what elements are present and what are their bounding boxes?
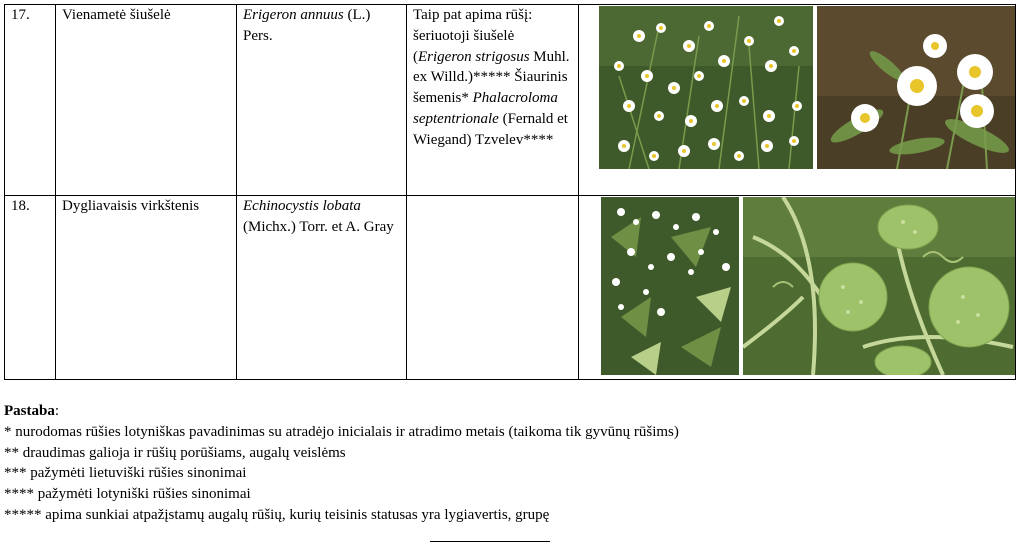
notes-colon: : bbox=[54, 403, 60, 419]
note-line: **** pažymėti lotyniški rūšies sinonimai bbox=[4, 486, 251, 503]
note-line: ***** apima sunkiai atpažįstamų augalų rūšių, kurių teisinis statusas yra lygiavertis, grupę bbox=[4, 506, 550, 523]
notes-section bbox=[4, 401, 1004, 526]
fleabane-cluster-photo bbox=[599, 6, 813, 169]
note-line: *** pažymėti lietuviški rūšies sinonimai bbox=[4, 465, 247, 482]
species-note bbox=[407, 5, 579, 196]
note-line: * nurodomas rūšies lotyniškas pavadinimas su atradėjo inicialais ir atradimo metais (taikoma tik gyvūnų rūšims) bbox=[4, 423, 679, 440]
note-text: Taip pat apima rūšį: šeriuotoji šiušelė (Erigeron strigosus Muhl. ex Willd.)***** Šiaurinis šemenis* Phalacroloma septentrionale (Fernald et Wiegand) Tzvelev**** bbox=[413, 7, 570, 148]
note-line: ** draudimas galioja ir rūšių porūšiams, augalų veislėms bbox=[4, 444, 346, 461]
wild-cucumber-flowers-photo bbox=[601, 197, 739, 375]
row-number: 17. bbox=[5, 5, 56, 196]
lithuanian-name: Dygliavaisis virkštenis bbox=[56, 196, 237, 380]
latin-genus-species: Echinocystis lobata bbox=[243, 198, 361, 214]
species-note bbox=[407, 196, 579, 380]
latin-name bbox=[237, 5, 407, 196]
row-number: 18. bbox=[5, 196, 56, 380]
notes-title: Pastaba bbox=[4, 403, 55, 419]
table-row bbox=[5, 196, 1016, 380]
table-row bbox=[5, 5, 1016, 196]
footer-rule bbox=[430, 541, 550, 542]
fleabane-closeup-photo bbox=[817, 6, 1016, 169]
latin-author: (Michx.) Torr. et A. Gray bbox=[243, 218, 394, 235]
latin-name bbox=[237, 196, 407, 380]
latin-author: (L.) Pers. bbox=[243, 7, 371, 44]
latin-genus-species: Erigeron annuus bbox=[243, 7, 344, 23]
species-table bbox=[4, 4, 1016, 380]
wild-cucumber-fruit-photo bbox=[743, 197, 1016, 375]
photo-cell bbox=[579, 196, 1016, 380]
lithuanian-name: Vienametė šiušelė bbox=[56, 5, 237, 196]
photo-cell bbox=[579, 5, 1016, 196]
